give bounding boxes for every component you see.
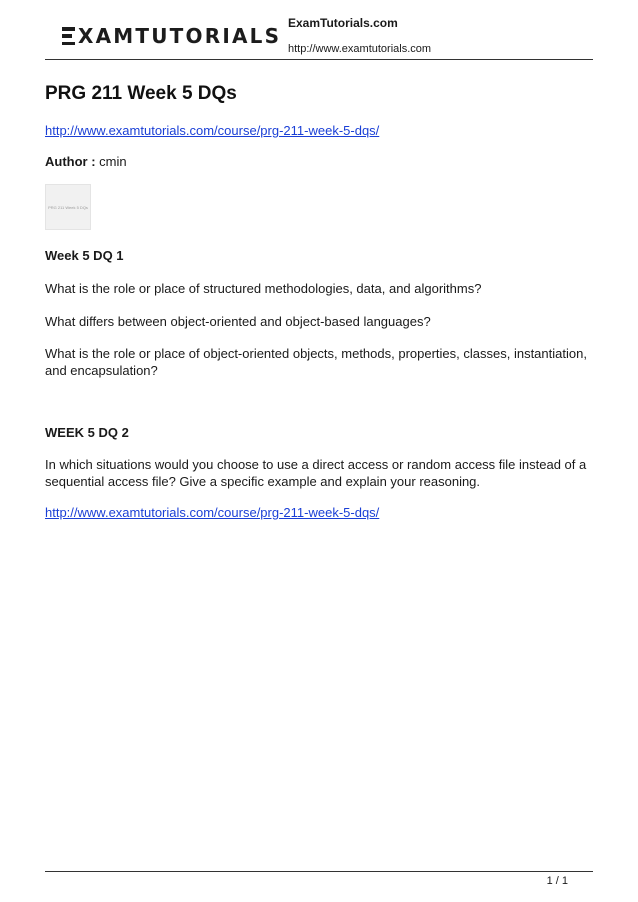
page-header (0, 0, 638, 62)
header-site-name: ExamTutorials.com (288, 16, 398, 30)
logo-e-icon (62, 27, 75, 45)
logo-text: XAMTUTORIALS (78, 24, 282, 48)
author-line (45, 154, 127, 169)
section1-paragraph: What is the role or place of structured methodologies, data, and algorithms? (45, 281, 482, 296)
section2-paragraph: In which situations would you choose to use a direct access or random access file instead of a sequential access file? Give a specific example and explain your reasoning. (45, 457, 587, 489)
site-logo[interactable] (62, 26, 281, 46)
author-label: Author : (45, 154, 96, 169)
thumbnail-caption: PRG 211 Week 5 DQs (48, 204, 88, 210)
header-site-url: http://www.examtutorials.com (288, 43, 432, 55)
page-number: 1 / 1 (546, 875, 568, 887)
section1-paragraph: What differs between object-oriented and object-based languages? (45, 314, 431, 329)
course-thumbnail[interactable] (45, 184, 91, 230)
footer-divider (45, 871, 593, 872)
header-divider (45, 59, 593, 60)
section1-paragraph: What is the role or place of object-oriented objects, methods, properties, classes, instantiation, and encapsulation? (45, 346, 587, 378)
section2-heading: WEEK 5 DQ 2 (45, 425, 129, 440)
section1-heading: Week 5 DQ 1 (45, 248, 124, 263)
page-title: PRG 211 Week 5 DQs (45, 83, 237, 104)
author-name: cmin (99, 154, 127, 169)
course-link-top[interactable]: http://www.examtutorials.com/course/prg-211-week-5-dqs/ (45, 123, 380, 138)
course-link-bottom[interactable]: http://www.examtutorials.com/course/prg-211-week-5-dqs/ (45, 505, 380, 520)
